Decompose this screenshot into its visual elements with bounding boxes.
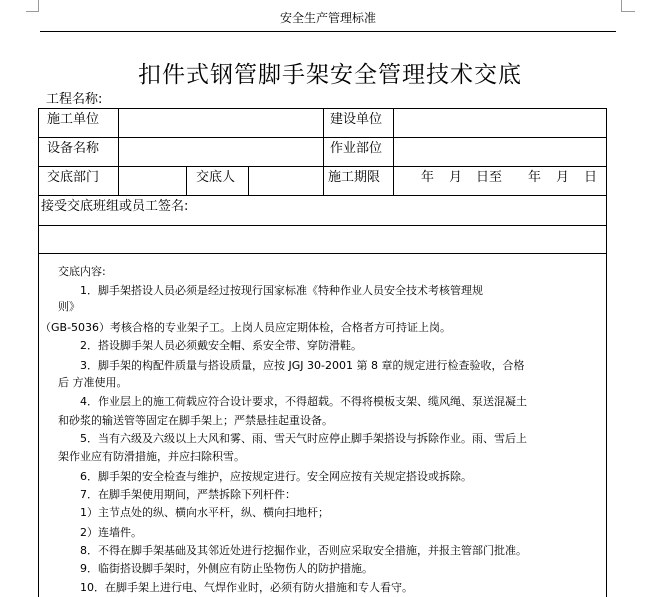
period-year-start: 年 [421, 170, 435, 185]
crop-mark [621, 11, 635, 12]
owner-unit-field[interactable] [394, 109, 606, 137]
content-line: （GB-5036）考核合格的专业架子工。上岗人员应定期体检，合格者方可持证上岗。 [40, 321, 452, 334]
content-line: 4．作业层上的施工荷载应符合设计要求，不得超载。不得将模板支架、缆风绳、泵送混凝土 [80, 395, 527, 408]
content-line: 6．脚手架的安全检查与维护，应按规定进行。安全网应按有关规定搭设或拆除。 [80, 470, 472, 483]
period-month-end: 月 [556, 170, 570, 185]
signature-field[interactable] [39, 226, 606, 253]
table-rule [38, 253, 607, 254]
content-line: 1．脚手架搭设人员必须是经过按现行国家标准《特种作业人员安全技术考核管理规 [80, 284, 483, 297]
period-day-end: 日 [584, 170, 598, 185]
period-label: 施工期限 [328, 170, 381, 185]
project-name-label: 工程名称: [46, 92, 103, 107]
header-rule [40, 31, 616, 32]
content-line: 和砂浆的输送管等固定在脚手架上；严禁悬挂起重设备。 [58, 414, 333, 427]
table-rule [38, 108, 39, 597]
construction-unit-label: 施工单位 [47, 112, 100, 127]
crop-mark [26, 11, 39, 12]
content-label: 交底内容: [58, 265, 106, 278]
period-year-end: 年 [528, 170, 542, 185]
content-line: 1）主节点处的纵、横向水平杆，纵、横向扫地杆； [80, 506, 329, 519]
work-location-label: 作业部位 [330, 141, 383, 156]
signature-label: 接受交底班组或员工签名: [41, 199, 189, 214]
content-line: 2）连墙件。 [80, 526, 142, 539]
discloser-field[interactable] [249, 167, 323, 195]
disclosure-form [38, 108, 607, 597]
running-header: 安全生产管理标准 [279, 11, 376, 25]
content-line: 10．在脚手架上进行电、气焊作业时，必须有防火措施和专人看守。 [80, 581, 413, 594]
content-line: 7．在脚手架使用期间，严禁拆除下列杆件： [80, 488, 296, 501]
content-line: 3．脚手架的构配件质量与搭设质量，应按 JGJ 30-2001 第 8 章的规定进行检查验收，合格 [80, 359, 525, 372]
table-rule [38, 195, 607, 196]
equipment-name-label: 设备名称 [47, 141, 100, 156]
content-line: 9．临街搭设脚手架时，外侧应有防止坠物伤人的防护措施。 [80, 562, 373, 575]
construction-unit-field[interactable] [119, 109, 323, 137]
content-line: 8．不得在脚手架基础及其邻近处进行挖掘作业，否则应采取安全措施，并报主管部门批准。 [80, 544, 527, 557]
work-location-field[interactable] [394, 138, 606, 166]
content-line: 2．搭设脚手架人员必须戴安全帽、系安全带、穿防滑鞋。 [80, 339, 362, 352]
equipment-name-field[interactable] [119, 138, 323, 166]
discloser-label: 交底人 [196, 170, 236, 185]
disclosing-dept-label: 交底部门 [47, 170, 100, 185]
disclosing-dept-field[interactable] [119, 167, 186, 195]
table-rule [186, 166, 187, 195]
table-rule [606, 108, 607, 597]
table-rule [323, 108, 324, 195]
content-line: 后 方准使用。 [58, 376, 128, 389]
content-line: 5．当有六级及六级以上大风和雾、雨、雪天气时应停止脚手架搭设与拆除作业。雨、雪后上 [80, 432, 527, 445]
period-month-start: 月 [449, 170, 463, 185]
document-title: 扣件式钢管脚手架安全管理技术交底 [138, 62, 522, 88]
period-day-to: 日至 [476, 170, 503, 185]
content-line: 架作业应有防滑措施，并应扫除积雪。 [58, 450, 245, 463]
owner-unit-label: 建设单位 [330, 112, 383, 127]
content-line: 则》 [58, 300, 80, 313]
